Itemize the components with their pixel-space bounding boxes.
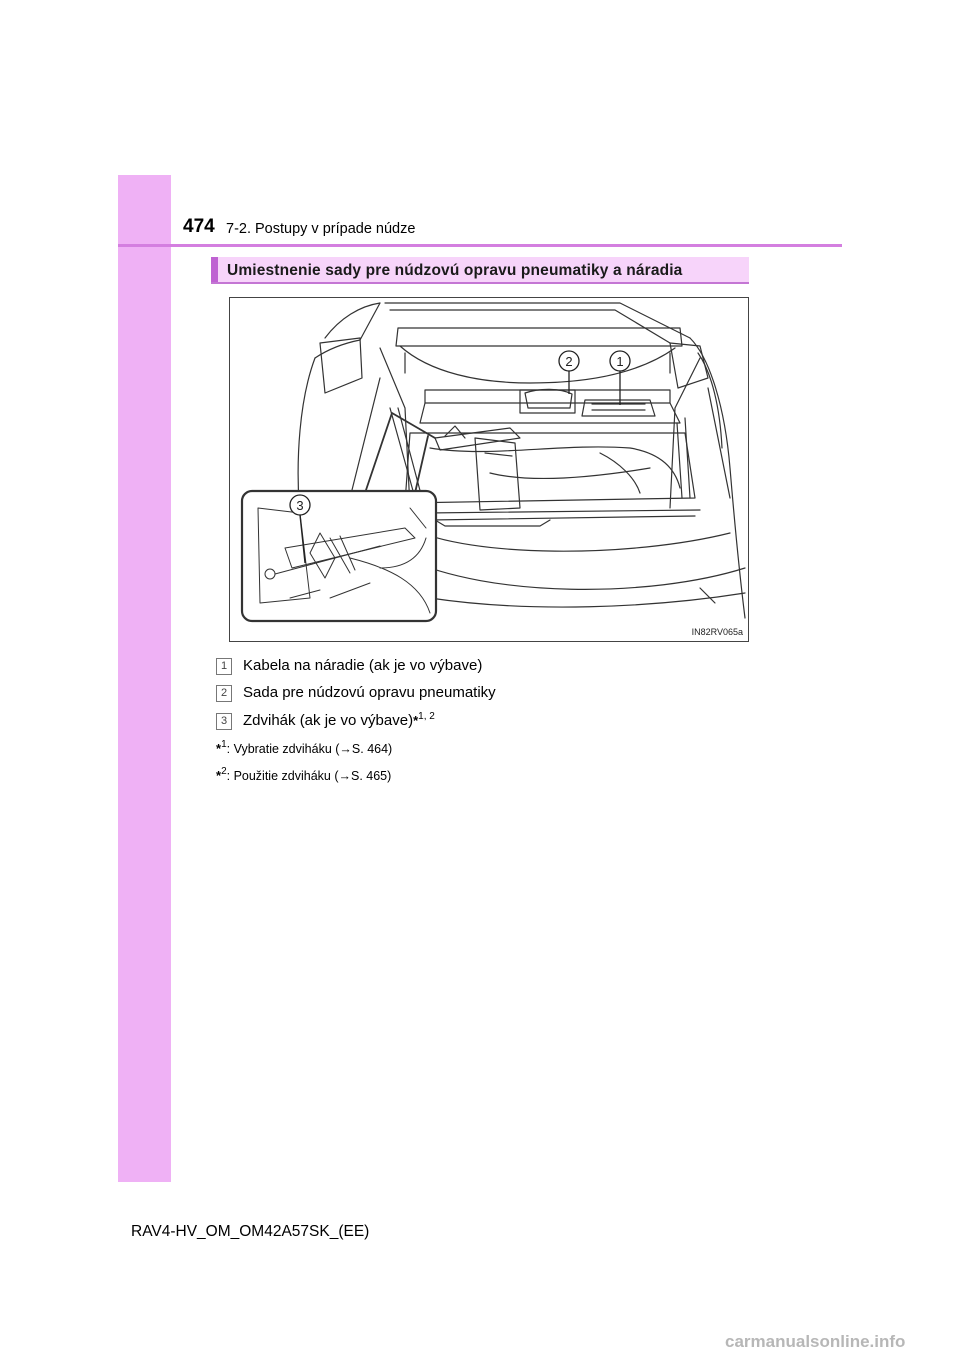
legend-number-badge: 2	[216, 685, 232, 702]
footnote-ref: 1, 2	[418, 711, 435, 722]
section-heading-box	[211, 257, 749, 284]
legend-text: Sada pre núdzovú opravu pneumatiky	[243, 684, 496, 701]
footnote-star: *	[216, 768, 222, 783]
footnote-2	[216, 766, 391, 783]
legend-text: Kabela na náradie (ak je vo výbave)	[243, 657, 483, 674]
footnote-1	[216, 739, 392, 756]
watermark: carmanualsonline.info	[725, 1332, 906, 1351]
legend-item	[216, 711, 435, 730]
header-rule	[118, 244, 842, 247]
trunk-illustration	[229, 297, 749, 642]
legend-number-badge: 3	[216, 713, 232, 730]
callout-3: 3	[296, 498, 304, 513]
page-number: 474	[183, 216, 215, 237]
callout-1: 1	[616, 354, 624, 369]
footnote-number: 1	[221, 739, 227, 750]
figure-code: IN82RV065a	[691, 627, 743, 637]
document-id: RAV4-HV_OM_OM42A57SK_(EE)	[131, 1223, 370, 1240]
footnote-star: *	[216, 741, 222, 756]
footnote-number: 2	[221, 766, 227, 777]
legend-number-badge: 1	[216, 658, 232, 675]
footnote-star: *	[413, 713, 419, 728]
legend-item	[216, 657, 482, 675]
legend-item	[216, 684, 496, 702]
callout-2: 2	[565, 354, 573, 369]
side-tab-band	[118, 175, 171, 1182]
chapter-title: 7-2. Postupy v prípade núdze	[226, 221, 416, 237]
footnote-text: : Použitie zdviháku (→S. 465)	[226, 769, 392, 783]
legend-text: Zdvihák (ak je vo výbave)	[243, 712, 414, 729]
section-title: Umiestnenie sady pre núdzovú opravu pneumatiky a náradia	[227, 262, 683, 279]
footnote-text: : Vybratie zdviháku (→S. 464)	[226, 742, 393, 756]
callout-markers	[230, 298, 749, 642]
